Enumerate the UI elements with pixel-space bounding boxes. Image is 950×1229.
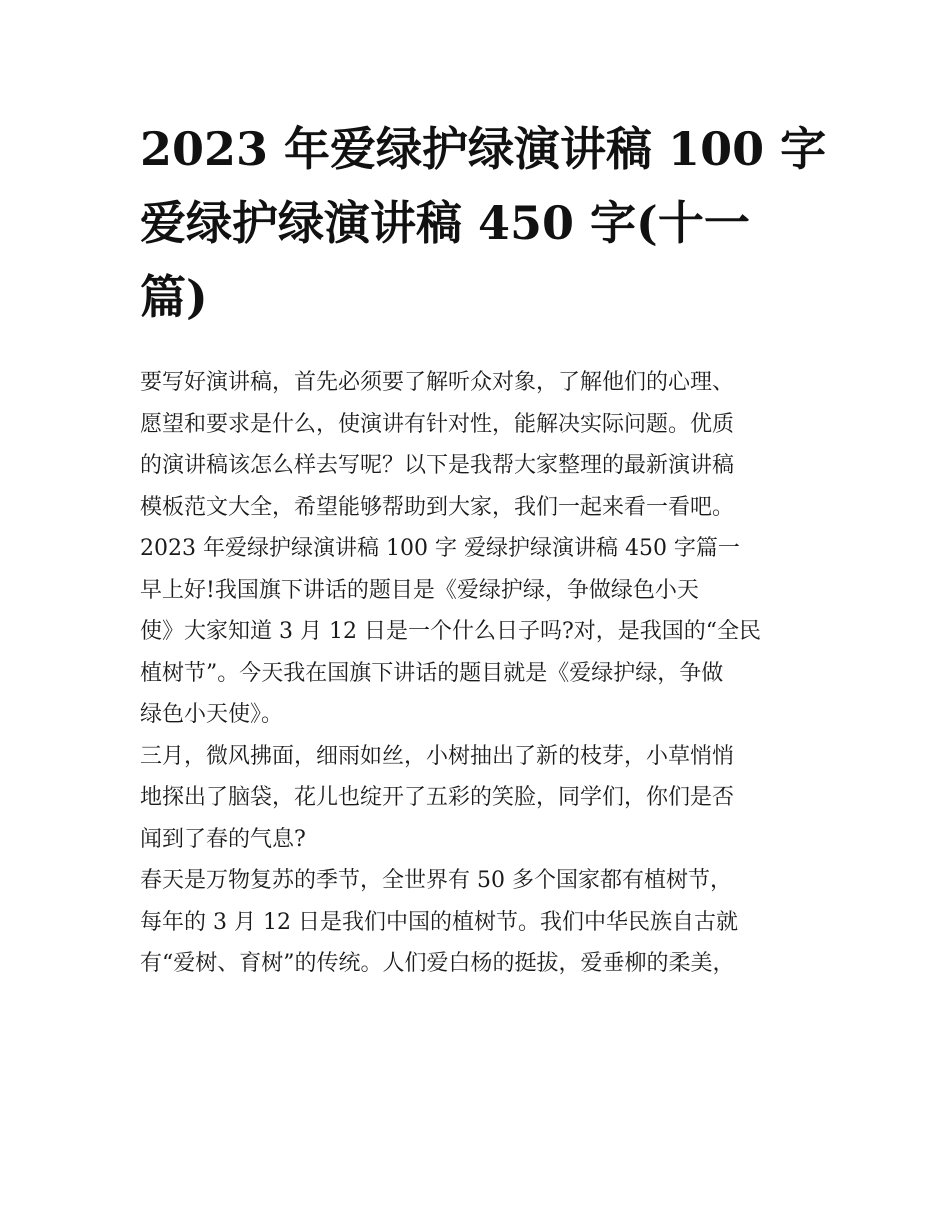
- body-line: 模板范文大全，希望能够帮助到大家，我们一起来看一看吧。: [140, 494, 735, 520]
- body-line: 有“爱树、育树”的传统。人们爱白杨的挺拔，爱垂柳的柔美，: [140, 951, 735, 976]
- body-line: 三月，微风拂面，细雨如丝，小树抽出了新的枝芽，小草悄悄: [140, 743, 735, 769]
- body-line: 愿望和要求是什么，使演讲有针对性，能解决实际问题。优质: [140, 411, 735, 437]
- body-line: 每年的 3 月 12 日是我们中国的植树节。我们中华民族自古就: [140, 909, 738, 935]
- document-body: [140, 362, 820, 985]
- body-line: 要写好演讲稿，首先必须要了解听众对象，了解他们的心理、: [140, 370, 735, 395]
- body-line: 植树节”。今天我在国旗下讲话的题目就是《爱绿护绿，争做: [140, 660, 724, 686]
- document-title: [140, 112, 827, 334]
- body-line: 绿色小天使》。: [140, 702, 284, 727]
- body-line: 地探出了脑袋，花儿也绽开了五彩的笑脸，同学们，你们是否: [140, 785, 735, 810]
- body-line: 闻到了春的气息?: [140, 826, 306, 852]
- section-heading-line: 2023 年爱绿护绿演讲稿 100 字 爱绿护绿演讲稿 450 字篇一: [140, 536, 740, 561]
- title-line: 篇): [140, 270, 208, 324]
- body-line: 的演讲稿该怎么样去写呢？以下是我帮大家整理的最新演讲稿: [140, 453, 735, 478]
- title-line: 2023 年爱绿护绿演讲稿 100 字: [140, 122, 827, 176]
- body-line: 春天是万物复苏的季节，全世界有 50 多个国家都有植树节，: [140, 868, 732, 893]
- body-line: 使》大家知道 3 月 12 日是一个什么日子吗?对，是我国的“全民: [140, 619, 762, 644]
- body-line: 早上好!我国旗下讲话的题目是《爱绿护绿，争做绿色小天: [140, 577, 699, 603]
- title-line: 爱绿护绿演讲稿 450 字(十一: [140, 196, 750, 250]
